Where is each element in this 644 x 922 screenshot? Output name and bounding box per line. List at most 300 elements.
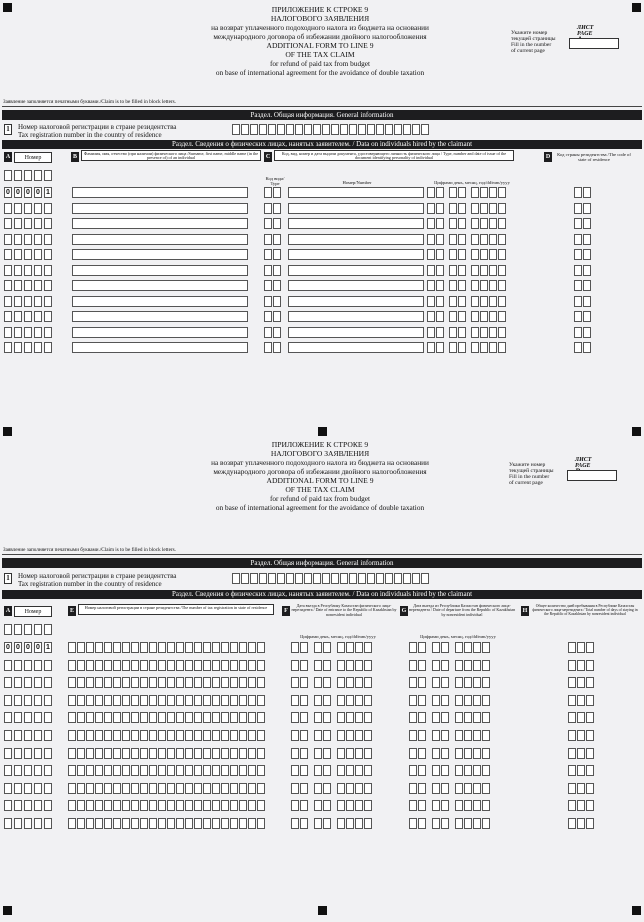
days-count-input-cell[interactable]: [577, 783, 585, 794]
tax-reg-cell[interactable]: [331, 124, 339, 135]
entry-day-input-cell[interactable]: [291, 818, 299, 829]
days-count-input-cell[interactable]: [568, 642, 576, 653]
country-code-input-cell[interactable]: [583, 234, 591, 245]
row-number-input-cell[interactable]: [24, 783, 32, 794]
row-number-input-cell[interactable]: [44, 783, 52, 794]
exit-year-input-cell[interactable]: [482, 712, 490, 723]
tax-number-input-cell[interactable]: [176, 695, 184, 706]
exit-month-input-cell[interactable]: [441, 677, 449, 688]
row-number-input[interactable]: [4, 218, 52, 229]
doc-month-input-cell[interactable]: [449, 311, 457, 322]
exit-month-input[interactable]: [432, 800, 449, 811]
tax-number-input-cell[interactable]: [194, 765, 202, 776]
row-number-input-cell[interactable]: [24, 327, 32, 338]
doc-month-input-cell[interactable]: [449, 218, 457, 229]
row-number-input-cell[interactable]: [44, 203, 52, 214]
tax-number-input-cell[interactable]: [248, 642, 256, 653]
tax-number-input-cell[interactable]: [86, 677, 94, 688]
row-number-input-cell[interactable]: [4, 265, 12, 276]
doc-month-input-cell[interactable]: [458, 234, 466, 245]
doc-number-input[interactable]: [288, 187, 424, 198]
row-number-input-cell[interactable]: [14, 265, 22, 276]
exit-day-input-cell[interactable]: [418, 695, 426, 706]
doc-month-input-cell[interactable]: [458, 218, 466, 229]
tax-reg-cell[interactable]: [268, 124, 276, 135]
tax-number-input-cell[interactable]: [167, 765, 175, 776]
tax-number-input-cell[interactable]: [140, 695, 148, 706]
tax-reg-cell[interactable]: [304, 124, 312, 135]
tax-number-input-cell[interactable]: [248, 660, 256, 671]
row-number-input-cell[interactable]: [14, 712, 22, 723]
row-number-input-cell[interactable]: [34, 296, 42, 307]
tax-number-input-cell[interactable]: [230, 660, 238, 671]
tax-number-input-cell[interactable]: [248, 695, 256, 706]
tax-number-input-cell[interactable]: [167, 783, 175, 794]
doc-year-input-cell[interactable]: [480, 327, 488, 338]
tax-number-input-cell[interactable]: [194, 783, 202, 794]
doc-type-input-cell[interactable]: [273, 218, 281, 229]
doc-month-input[interactable]: [449, 234, 466, 245]
tax-number-input-cell[interactable]: [239, 730, 247, 741]
row-number-input[interactable]: [4, 280, 52, 291]
row-number-input-cell[interactable]: [24, 311, 32, 322]
tax-number-input-cell[interactable]: [167, 818, 175, 829]
country-code-input-cell[interactable]: [583, 218, 591, 229]
doc-type-input-cell[interactable]: [273, 342, 281, 353]
doc-month-input-cell[interactable]: [449, 234, 457, 245]
exit-year-input-cell[interactable]: [464, 712, 472, 723]
entry-month-input-cell[interactable]: [314, 748, 322, 759]
tax-number-input-cell[interactable]: [257, 800, 265, 811]
tax-number-input-cell[interactable]: [104, 748, 112, 759]
tax-number-input-cell[interactable]: [68, 765, 76, 776]
tax-number-input-cell[interactable]: [140, 748, 148, 759]
exit-day-input[interactable]: [409, 730, 426, 741]
tax-number-input-cell[interactable]: [176, 712, 184, 723]
tax-number-input-cell[interactable]: [140, 765, 148, 776]
doc-type-input-cell[interactable]: [264, 249, 272, 260]
exit-year-input-cell[interactable]: [464, 800, 472, 811]
tax-number-input-cell[interactable]: [230, 818, 238, 829]
entry-year-input-cell[interactable]: [355, 660, 363, 671]
tax-reg-cell[interactable]: [259, 573, 267, 584]
tax-number-input-cell[interactable]: [122, 660, 130, 671]
entry-month-input[interactable]: [314, 695, 331, 706]
exit-month-input-cell[interactable]: [441, 695, 449, 706]
exit-year-input-cell[interactable]: [482, 695, 490, 706]
exit-month-input-cell[interactable]: [432, 695, 440, 706]
row-number-input[interactable]: [4, 783, 52, 794]
days-count-input-cell[interactable]: [568, 818, 576, 829]
tax-number-input-cell[interactable]: [149, 660, 157, 671]
doc-year-input-cell[interactable]: [471, 249, 479, 260]
doc-day-input[interactable]: [427, 218, 444, 229]
doc-year-input[interactable]: [471, 342, 506, 353]
doc-day-input-cell[interactable]: [427, 249, 435, 260]
doc-day-input[interactable]: [427, 265, 444, 276]
exit-day-input-cell[interactable]: [409, 800, 417, 811]
tax-number-input-cell[interactable]: [167, 800, 175, 811]
tax-number-input-cell[interactable]: [203, 818, 211, 829]
doc-day-input-cell[interactable]: [427, 265, 435, 276]
tax-number-input-cell[interactable]: [185, 642, 193, 653]
doc-year-input-cell[interactable]: [498, 327, 506, 338]
tax-number-input-cell[interactable]: [68, 642, 76, 653]
days-count-input-cell[interactable]: [586, 765, 594, 776]
row-number-input[interactable]: [4, 203, 52, 214]
doc-month-input[interactable]: [449, 249, 466, 260]
tax-number-input-cell[interactable]: [194, 712, 202, 723]
tax-number-input-cell[interactable]: [86, 765, 94, 776]
tax-number-input-cell[interactable]: [194, 677, 202, 688]
tax-number-input-cell[interactable]: [221, 765, 229, 776]
tax-number-input-cell[interactable]: [140, 660, 148, 671]
exit-day-input[interactable]: [409, 765, 426, 776]
tax-number-input[interactable]: [68, 660, 265, 671]
row-number-input-cell[interactable]: [14, 249, 22, 260]
exit-year-input[interactable]: [455, 818, 490, 829]
exit-month-input-cell[interactable]: [432, 765, 440, 776]
entry-year-input[interactable]: [337, 783, 372, 794]
doc-day-input-cell[interactable]: [427, 218, 435, 229]
tax-number-input-cell[interactable]: [140, 712, 148, 723]
tax-reg-cell[interactable]: [331, 573, 339, 584]
exit-year-input-cell[interactable]: [455, 695, 463, 706]
tax-number-input-cell[interactable]: [68, 660, 76, 671]
doc-type-input-cell[interactable]: [273, 249, 281, 260]
doc-year-input-cell[interactable]: [471, 342, 479, 353]
doc-year-input-cell[interactable]: [489, 280, 497, 291]
tax-number-input-cell[interactable]: [194, 695, 202, 706]
exit-year-input-cell[interactable]: [473, 730, 481, 741]
tax-number-input-cell[interactable]: [239, 677, 247, 688]
row-number-input-cell[interactable]: [14, 296, 22, 307]
entry-year-input-cell[interactable]: [346, 677, 354, 688]
entry-day-input-cell[interactable]: [300, 677, 308, 688]
doc-year-input-cell[interactable]: [489, 234, 497, 245]
row-number-input-cell[interactable]: 0: [24, 642, 32, 653]
country-code-input-cell[interactable]: [574, 296, 582, 307]
doc-year-input-cell[interactable]: [498, 203, 506, 214]
doc-type-input[interactable]: [264, 203, 281, 214]
exit-year-input-cell[interactable]: [473, 765, 481, 776]
tax-number-input-cell[interactable]: [104, 642, 112, 653]
entry-day-input[interactable]: [291, 783, 308, 794]
tax-number-input-cell[interactable]: [104, 800, 112, 811]
tax-number-input-cell[interactable]: [95, 783, 103, 794]
row-number-input-cell[interactable]: [24, 203, 32, 214]
exit-month-input-cell[interactable]: [432, 748, 440, 759]
row-number-input-cell[interactable]: 0: [14, 642, 22, 653]
country-code-input-cell[interactable]: [574, 265, 582, 276]
tax-number-input-cell[interactable]: [230, 712, 238, 723]
entry-month-input-cell[interactable]: [323, 642, 331, 653]
exit-year-input[interactable]: [455, 712, 490, 723]
country-code-input[interactable]: [574, 234, 591, 245]
doc-year-input-cell[interactable]: [498, 342, 506, 353]
row-number-input-cell[interactable]: [14, 203, 22, 214]
exit-year-input-cell[interactable]: [455, 712, 463, 723]
tax-number-input-cell[interactable]: [257, 642, 265, 653]
doc-year-input-cell[interactable]: [471, 296, 479, 307]
tax-number-input-cell[interactable]: [257, 677, 265, 688]
days-count-input-cell[interactable]: [568, 730, 576, 741]
exit-month-input[interactable]: [432, 695, 449, 706]
doc-number-input[interactable]: [288, 327, 424, 338]
tax-number-input-cell[interactable]: [113, 695, 121, 706]
exit-month-input-cell[interactable]: [441, 730, 449, 741]
tax-reg-cell[interactable]: [421, 573, 429, 584]
doc-type-input[interactable]: [264, 218, 281, 229]
entry-day-input[interactable]: [291, 677, 308, 688]
doc-year-input[interactable]: [471, 187, 506, 198]
tax-number-input-cell[interactable]: [257, 748, 265, 759]
tax-number-input-cell[interactable]: [122, 695, 130, 706]
row-number-input[interactable]: [4, 677, 52, 688]
tax-number-input-cell[interactable]: [158, 800, 166, 811]
tax-number-input-cell[interactable]: [122, 818, 130, 829]
entry-day-input-cell[interactable]: [300, 660, 308, 671]
tax-number-input-cell[interactable]: [104, 695, 112, 706]
row-number-input-cell[interactable]: [44, 677, 52, 688]
exit-day-input[interactable]: [409, 660, 426, 671]
doc-year-input-cell[interactable]: [471, 203, 479, 214]
exit-month-input-cell[interactable]: [441, 712, 449, 723]
exit-year-input[interactable]: [455, 765, 490, 776]
tax-number-input-cell[interactable]: [167, 660, 175, 671]
row-number-input-cell[interactable]: [24, 170, 32, 181]
row-number-input[interactable]: [4, 249, 52, 260]
tax-number-input-cell[interactable]: [113, 800, 121, 811]
doc-year-input[interactable]: [471, 311, 506, 322]
tax-number-input-cell[interactable]: [212, 695, 220, 706]
exit-month-input-cell[interactable]: [432, 660, 440, 671]
entry-year-input[interactable]: [337, 695, 372, 706]
tax-number-input-cell[interactable]: [77, 730, 85, 741]
tax-number-input-cell[interactable]: [221, 818, 229, 829]
doc-day-input-cell[interactable]: [427, 311, 435, 322]
days-count-input-cell[interactable]: [577, 695, 585, 706]
tax-number-input-cell[interactable]: [230, 730, 238, 741]
row-number-input-cell[interactable]: 1: [44, 187, 52, 198]
row-number-input[interactable]: [4, 818, 52, 829]
row-number-input-cell[interactable]: [34, 342, 42, 353]
tax-number-input-cell[interactable]: [212, 765, 220, 776]
row-number-input-cell[interactable]: [4, 234, 12, 245]
tax-number-input-cell[interactable]: [194, 660, 202, 671]
days-count-input-cell[interactable]: [577, 818, 585, 829]
exit-year-input-cell[interactable]: [464, 748, 472, 759]
entry-month-input[interactable]: [314, 712, 331, 723]
row-number-input-cell[interactable]: [24, 695, 32, 706]
entry-year-input[interactable]: [337, 712, 372, 723]
tax-number-input-cell[interactable]: [140, 818, 148, 829]
tax-number-input-cell[interactable]: [239, 800, 247, 811]
entry-day-input[interactable]: [291, 765, 308, 776]
days-count-input-cell[interactable]: [586, 748, 594, 759]
doc-day-input-cell[interactable]: [436, 249, 444, 260]
doc-type-input-cell[interactable]: [273, 265, 281, 276]
days-count-input-cell[interactable]: [577, 660, 585, 671]
tax-number-input-cell[interactable]: [239, 642, 247, 653]
doc-number-input[interactable]: [288, 234, 424, 245]
tax-number-input-cell[interactable]: [194, 642, 202, 653]
tax-number-input-cell[interactable]: [77, 818, 85, 829]
doc-day-input[interactable]: [427, 280, 444, 291]
tax-number-input-cell[interactable]: [185, 765, 193, 776]
days-count-input-cell[interactable]: [586, 695, 594, 706]
exit-year-input-cell[interactable]: [464, 642, 472, 653]
row-number-input[interactable]: [4, 660, 52, 671]
full-name-input[interactable]: [72, 218, 248, 229]
exit-year-input-cell[interactable]: [455, 765, 463, 776]
exit-year-input-cell[interactable]: [482, 642, 490, 653]
exit-day-input-cell[interactable]: [409, 748, 417, 759]
tax-number-input-cell[interactable]: [131, 748, 139, 759]
tax-number-input-cell[interactable]: [86, 748, 94, 759]
country-code-input[interactable]: [574, 280, 591, 291]
tax-number-input-cell[interactable]: [185, 818, 193, 829]
country-code-input-cell[interactable]: [574, 203, 582, 214]
exit-year-input-cell[interactable]: [464, 695, 472, 706]
tax-number-input-cell[interactable]: [140, 800, 148, 811]
exit-year-input-cell[interactable]: [464, 677, 472, 688]
row-number-input-cell[interactable]: [14, 311, 22, 322]
days-count-input[interactable]: [568, 712, 594, 723]
entry-day-input[interactable]: [291, 748, 308, 759]
tax-reg-cell[interactable]: [358, 573, 366, 584]
row-number-input-cell[interactable]: [14, 234, 22, 245]
tax-number-input-cell[interactable]: [221, 660, 229, 671]
exit-year-input-cell[interactable]: [455, 730, 463, 741]
doc-year-input-cell[interactable]: [471, 311, 479, 322]
doc-year-input[interactable]: [471, 203, 506, 214]
row-number-input-cell[interactable]: [14, 748, 22, 759]
country-code-input[interactable]: [574, 218, 591, 229]
row-number-input-cell[interactable]: [14, 218, 22, 229]
row-number-input-cell[interactable]: [34, 800, 42, 811]
tax-number-input-cell[interactable]: [203, 800, 211, 811]
exit-day-input[interactable]: [409, 818, 426, 829]
entry-year-input-cell[interactable]: [364, 818, 372, 829]
doc-year-input-cell[interactable]: [480, 218, 488, 229]
tax-number-input-cell[interactable]: [149, 783, 157, 794]
tax-number-input-cell[interactable]: [68, 748, 76, 759]
tax-number-input-cell[interactable]: [176, 730, 184, 741]
doc-number-input[interactable]: [288, 311, 424, 322]
doc-year-input-cell[interactable]: [471, 265, 479, 276]
exit-year-input-cell[interactable]: [473, 642, 481, 653]
tax-number-input-cell[interactable]: [167, 730, 175, 741]
row-number-input-cell[interactable]: [34, 677, 42, 688]
full-name-input[interactable]: [72, 311, 248, 322]
doc-year-input-cell[interactable]: [498, 218, 506, 229]
doc-year-input-cell[interactable]: [489, 311, 497, 322]
entry-day-input-cell[interactable]: [291, 748, 299, 759]
tax-number-input-cell[interactable]: [140, 642, 148, 653]
row-number-input-cell[interactable]: [24, 677, 32, 688]
entry-year-input-cell[interactable]: [355, 783, 363, 794]
full-name-input[interactable]: [72, 234, 248, 245]
tax-number-input-cell[interactable]: [212, 818, 220, 829]
tax-number-input-cell[interactable]: [257, 730, 265, 741]
exit-day-input-cell[interactable]: [418, 783, 426, 794]
tax-number-input-cell[interactable]: [68, 712, 76, 723]
tax-number-input[interactable]: [68, 642, 265, 653]
tax-number-input-cell[interactable]: [230, 765, 238, 776]
doc-year-input-cell[interactable]: [498, 249, 506, 260]
tax-reg-cell[interactable]: [367, 573, 375, 584]
doc-day-input-cell[interactable]: [436, 342, 444, 353]
entry-month-input[interactable]: [314, 677, 331, 688]
days-count-input-cell[interactable]: [577, 800, 585, 811]
page-number-input[interactable]: [569, 38, 619, 49]
row-number-input[interactable]: [4, 296, 52, 307]
tax-number-input-cell[interactable]: [158, 765, 166, 776]
entry-year-input[interactable]: [337, 765, 372, 776]
days-count-input-cell[interactable]: [568, 800, 576, 811]
tax-number-input-cell[interactable]: [113, 677, 121, 688]
entry-day-input[interactable]: [291, 660, 308, 671]
exit-month-input-cell[interactable]: [432, 730, 440, 741]
tax-reg-cell[interactable]: [358, 124, 366, 135]
tax-reg-cell[interactable]: [295, 573, 303, 584]
doc-month-input-cell[interactable]: [458, 187, 466, 198]
doc-type-input-cell[interactable]: [264, 265, 272, 276]
tax-reg-cell[interactable]: [421, 124, 429, 135]
row-number-input[interactable]: [4, 170, 52, 181]
doc-number-input[interactable]: [288, 265, 424, 276]
full-name-input[interactable]: [72, 327, 248, 338]
country-code-input-cell[interactable]: [574, 311, 582, 322]
tax-number-input-cell[interactable]: [122, 748, 130, 759]
row-number-input-cell[interactable]: [44, 818, 52, 829]
entry-year-input[interactable]: [337, 677, 372, 688]
tax-number-input-cell[interactable]: [95, 712, 103, 723]
doc-type-input[interactable]: [264, 342, 281, 353]
entry-year-input-cell[interactable]: [355, 712, 363, 723]
doc-year-input-cell[interactable]: [489, 296, 497, 307]
tax-number-input-cell[interactable]: [68, 695, 76, 706]
row-number-input-cell[interactable]: [4, 677, 12, 688]
doc-type-input-cell[interactable]: [273, 327, 281, 338]
tax-number-input-cell[interactable]: [176, 677, 184, 688]
row-number-input-cell[interactable]: [24, 765, 32, 776]
tax-number-input-cell[interactable]: [248, 800, 256, 811]
tax-number-input-cell[interactable]: [212, 677, 220, 688]
entry-year-input-cell[interactable]: [337, 800, 345, 811]
tax-number-input-cell[interactable]: [158, 695, 166, 706]
row-number-input[interactable]: [4, 800, 52, 811]
row-number-input-cell[interactable]: [4, 660, 12, 671]
row-number-input-cell[interactable]: [44, 327, 52, 338]
doc-type-input[interactable]: [264, 280, 281, 291]
tax-number-input-cell[interactable]: [221, 730, 229, 741]
doc-year-input-cell[interactable]: [471, 187, 479, 198]
entry-year-input-cell[interactable]: [346, 818, 354, 829]
tax-number-input-cell[interactable]: [221, 712, 229, 723]
tax-number-input-cell[interactable]: [149, 800, 157, 811]
entry-year-input[interactable]: [337, 660, 372, 671]
exit-day-input[interactable]: [409, 783, 426, 794]
exit-month-input-cell[interactable]: [441, 800, 449, 811]
entry-year-input-cell[interactable]: [364, 730, 372, 741]
entry-month-input[interactable]: [314, 660, 331, 671]
doc-day-input[interactable]: [427, 249, 444, 260]
exit-day-input-cell[interactable]: [409, 730, 417, 741]
tax-reg-cell[interactable]: [259, 124, 267, 135]
tax-number-input-cell[interactable]: [203, 730, 211, 741]
